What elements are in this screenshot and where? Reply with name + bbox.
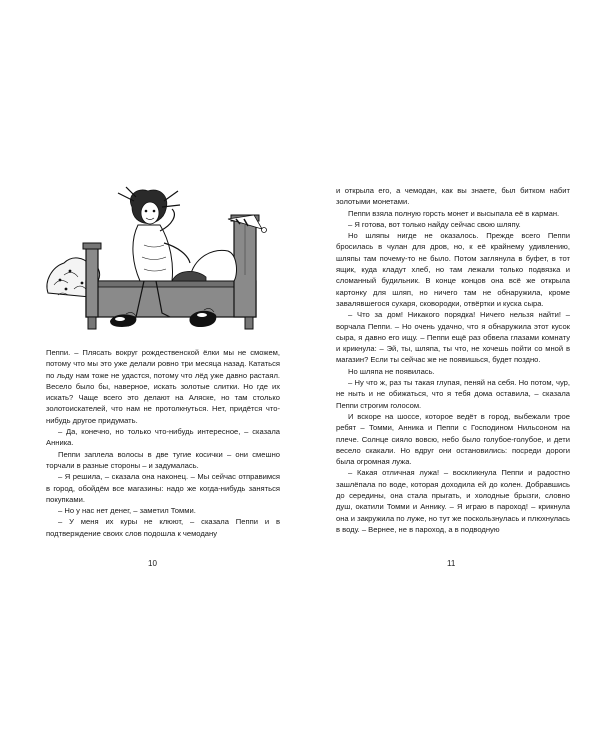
paragraph: Пеппи взяла полную горсть монет и высыпала её в карман. <box>348 208 560 218</box>
paragraph: – Да, конечно, но только что-нибудь интересное, – сказала Анника. <box>46 427 280 448</box>
paragraph: – Я решила, – сказала она наконец. – Мы сейчас отправимся в город, обойдём все магазины: надо же когда-нибудь заняться покупками. <box>46 472 280 504</box>
paragraph: и открыла его, а чемодан, как вы знаете, был битком набит золотыми монетами. <box>336 186 570 207</box>
paragraph: – Но у нас нет денег, – заметил Томми. <box>58 506 196 516</box>
paragraph: – Какая отличная лужа! – воскликнула Пеппи и радостно зашлёпала по воде, которая доходила ей до колен. Добравшись до середины, она стала прыгать, и холодные брызги, словно душ, окатили Томми и Аннику. – Я играю в пароход! – крикнула она и закружила по луже, но тут же поскользнулась и плюхнулась в воду. – Вернее, не в пароход, а в подводную <box>336 468 570 534</box>
paragraph: – Что за дом! Никакого порядка! Ничего нельзя найти! – ворчала Пеппи. – Но очень удачно, что я обнаружила этот кусок сыра, я давно его ищу. – Пеппи ещё раз обвела глазами комнату и крикнула: – Эй, ты, шляпа, ты что, не хочешь пойти со мной в магазин? Если ты сейчас же не появишься, будет поздно. <box>336 310 570 365</box>
paragraph: Но шляпы нигде не оказалось. Прежде всего Пеппи бросилась в чулан для дров, но, к её крайнему удивлению, шляпы там почему-то не было. Потом заглянула в буфет, в тот ящик, куда кладут хлеб, но там лежали только подвязка и сломанный будильник. В конце концов она всё же открыла картонку для шляп, но ничего там не обнаружила, кроме завалявшегося сухаря, сковородки, отвёртки и куска сыра. <box>336 231 570 308</box>
paragraph: Но шляпа не появилась. <box>348 366 435 376</box>
right-page-text <box>336 185 570 535</box>
paragraph: – Ну что ж, раз ты такая глупая, пеняй на себя. Но потом, чур, не ныть и не обижаться, что я тебя дома оставила, – сказала Пеппи строгим голосом. <box>336 378 570 410</box>
pippi-on-bed-illustration <box>40 185 270 335</box>
right-page <box>300 0 600 750</box>
paragraph: И вскоре на шоссе, которое ведёт в город, выбежали трое ребят – Томми, Анника и Пеппи с Господином Нильсоном на плече. Солнце сияло вовсю, небо было голубое-голубое, и дети весело скакали. Но вдруг они остановились: посреди дороги была огромная лужа. <box>336 411 570 467</box>
paragraph: Пеппи заплела волосы в две тугие косички – они смешно торчали в разные стороны – и задумалась. <box>46 449 280 470</box>
paragraph: – У меня их куры не клюют, – сказала Пеппи и в подтверждение своих слов подошла к чемодану <box>46 517 280 538</box>
left-page-text <box>46 347 280 539</box>
paragraph: Пеппи. – Плясать вокруг рождественской ёлки мы не сможем, потому что мы это уже делали ровно три месяца назад. Кататься по льду нам тоже не удастся, потому что лёд уже давно растаял. Весело было бы, наверное, искать золотые слитки. Но где их искать? Чаще всего это делают на Аляске, но там столько золотоискателей, что нам не протолкнуться. Нет, придётся что-нибудь другое придумать. <box>46 348 280 425</box>
page-number-left: 10 <box>148 559 157 568</box>
paragraph: – Я готова, вот только найду сейчас свою шляпу. <box>348 219 521 229</box>
page-number-right: 11 <box>447 559 456 568</box>
